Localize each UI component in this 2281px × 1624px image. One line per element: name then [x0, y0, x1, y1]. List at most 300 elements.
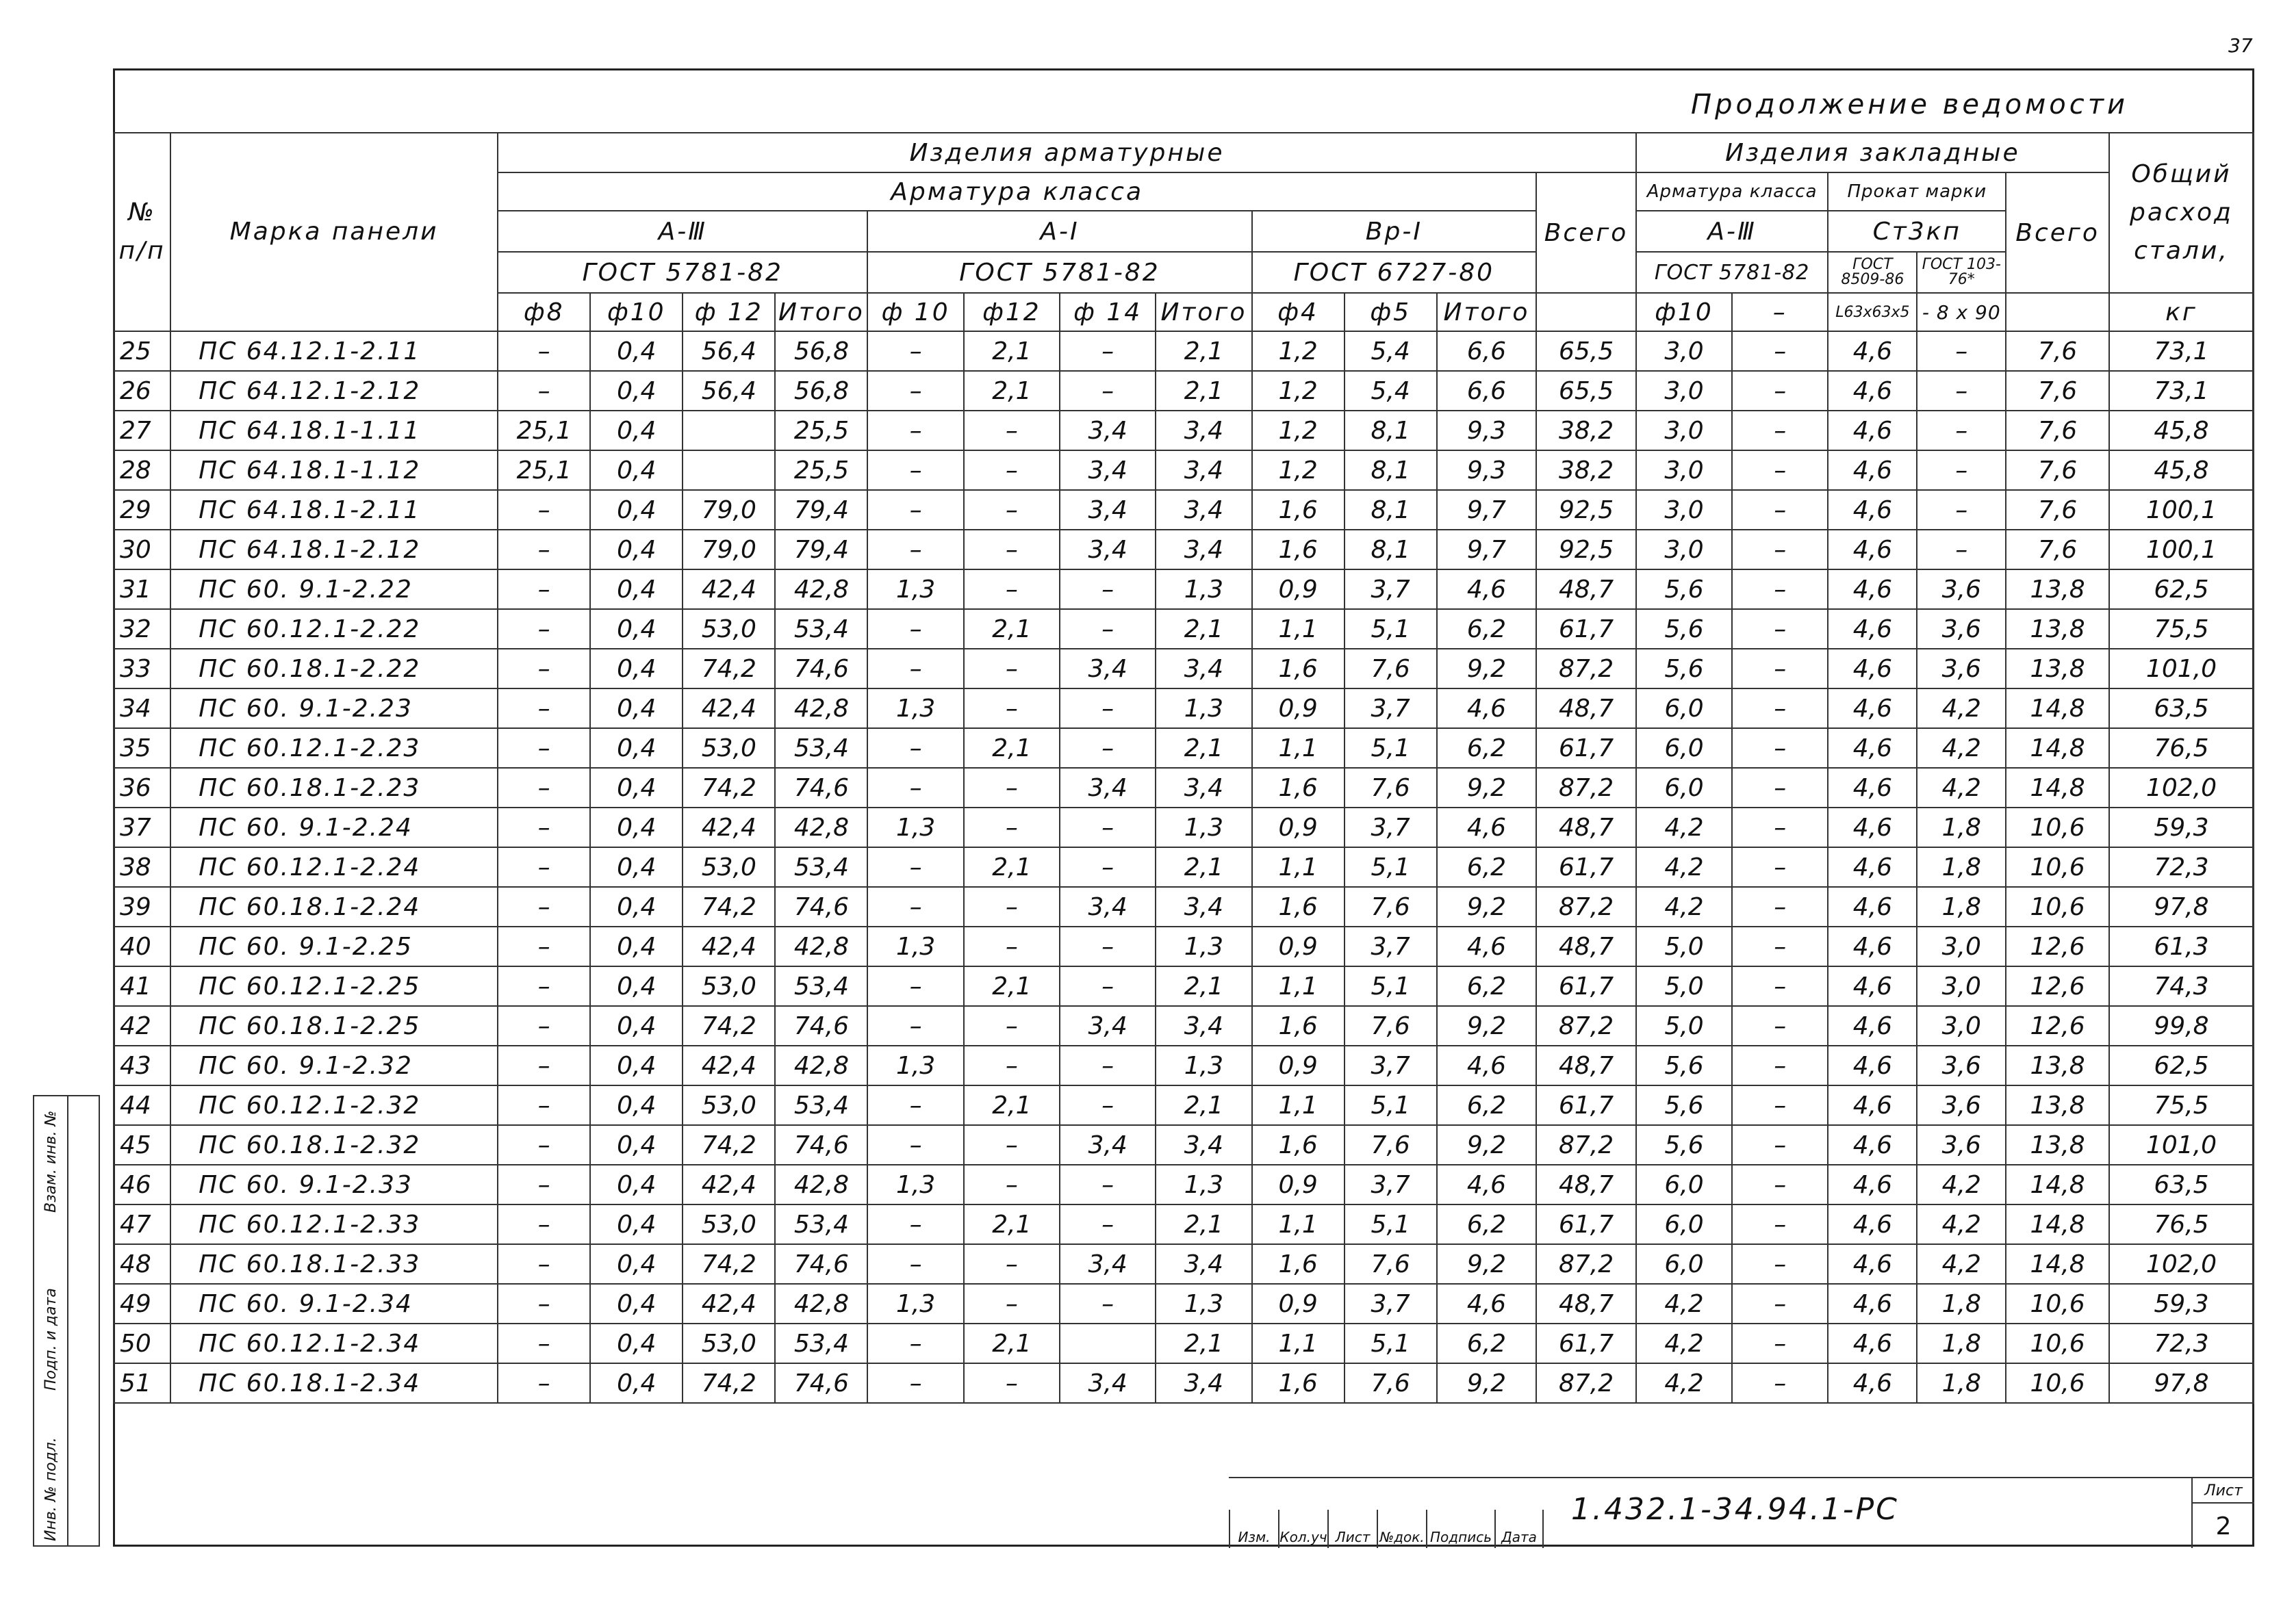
table-cell: 53,4 — [775, 1324, 867, 1363]
table-cell: 48,7 — [1536, 569, 1636, 609]
table-row — [114, 1363, 2254, 1403]
table-cell: 3,6 — [1917, 1085, 2006, 1125]
table-cell: 4,6 — [1828, 1046, 1917, 1085]
table-cell: 4,2 — [1636, 1284, 1732, 1324]
table-cell: 0,4 — [590, 1284, 683, 1324]
header-class-a1: А-Ⅰ — [867, 211, 1251, 252]
table-cell: 0,4 — [590, 1085, 683, 1125]
table-cell: 102,0 — [2109, 768, 2254, 808]
table-cell: 42,4 — [683, 927, 775, 966]
tb-sheet: Лист — [1327, 1510, 1377, 1548]
table-cell: – — [498, 1244, 590, 1284]
header-emb-gost: ГОСТ 5781-82 — [1636, 252, 1828, 293]
table-cell: – — [498, 1125, 590, 1165]
table-cell: 61,7 — [1536, 728, 1636, 768]
table-cell: 4,6 — [1437, 1165, 1536, 1204]
table-cell: 2,1 — [1156, 1324, 1251, 1363]
table-cell: 6,0 — [1636, 1165, 1732, 1204]
table-cell: 48,7 — [1536, 927, 1636, 966]
table-cell: 73,1 — [2109, 371, 2254, 411]
row-number: 33 — [114, 649, 170, 688]
table-cell: – — [1732, 569, 1828, 609]
table-cell: 4,6 — [1828, 1204, 1917, 1244]
table-cell: – — [1060, 688, 1156, 728]
row-number: 31 — [114, 569, 170, 609]
table-cell: 8,1 — [1345, 450, 1437, 490]
table-cell: 9,3 — [1437, 411, 1536, 450]
table-cell: 3,7 — [1345, 688, 1437, 728]
table-cell: 53,4 — [775, 1085, 867, 1125]
title-block — [1229, 1477, 2254, 1548]
table-cell: 6,2 — [1437, 1085, 1536, 1125]
table-cell: 62,5 — [2109, 1046, 2254, 1085]
table-cell: – — [964, 1046, 1060, 1085]
table-cell: 4,6 — [1437, 1046, 1536, 1085]
table-cell: – — [867, 1006, 963, 1046]
row-number: 27 — [114, 411, 170, 450]
table-cell: 74,2 — [683, 768, 775, 808]
table-cell: 0,4 — [590, 927, 683, 966]
table-cell: 1,3 — [867, 1165, 963, 1204]
header-emb-a3: А-Ⅲ — [1636, 211, 1828, 252]
table-cell: 0,4 — [590, 1046, 683, 1085]
table-cell: 4,2 — [1636, 808, 1732, 847]
table-cell: 4,6 — [1828, 331, 1917, 371]
table-cell: 53,4 — [775, 1204, 867, 1244]
table-cell: 10,6 — [2006, 847, 2109, 887]
table-cell: 8,1 — [1345, 530, 1437, 569]
table-cell: 7,6 — [2006, 490, 2109, 530]
table-cell: – — [1732, 609, 1828, 649]
table-cell: 1,6 — [1252, 1125, 1345, 1165]
table-cell: 5,4 — [1345, 331, 1437, 371]
table-cell: 79,4 — [775, 490, 867, 530]
table-cell: – — [498, 1085, 590, 1125]
table-cell: 101,0 — [2109, 649, 2254, 688]
table-cell: 10,6 — [2006, 887, 2109, 927]
table-cell: – — [867, 1085, 963, 1125]
table-cell: – — [1060, 966, 1156, 1006]
table-cell: – — [1732, 966, 1828, 1006]
table-cell: – — [1732, 450, 1828, 490]
header-blank — [1536, 293, 1636, 331]
header-rebar-class: Арматура класса — [498, 172, 1536, 211]
table-cell: 0,4 — [590, 966, 683, 1006]
table-cell: – — [498, 649, 590, 688]
table-cell: 10,6 — [2006, 808, 2109, 847]
table-cell: – — [964, 1125, 1060, 1165]
table-cell: 14,8 — [2006, 728, 2109, 768]
table-row — [114, 569, 2254, 609]
table-cell: 4,6 — [1828, 569, 1917, 609]
table-cell: 7,6 — [2006, 411, 2109, 450]
table-cell: 4,6 — [1437, 569, 1536, 609]
table-cell: 48,7 — [1536, 808, 1636, 847]
header-gost-103: ГОСТ 103-76* — [1917, 252, 2006, 293]
table-cell: 13,8 — [2006, 609, 2109, 649]
table-cell: 14,8 — [2006, 768, 2109, 808]
table-cell: 13,8 — [2006, 1085, 2109, 1125]
table-cell: 45,8 — [2109, 450, 2254, 490]
table-cell: 4,6 — [1828, 1006, 1917, 1046]
table-cell: 62,5 — [2109, 569, 2254, 609]
table-cell: 3,0 — [1917, 1006, 2006, 1046]
table-cell: 0,4 — [590, 688, 683, 728]
table-row — [114, 490, 2254, 530]
header-sub-a1-d10: ф 10 — [867, 293, 963, 331]
table-cell: 2,1 — [1156, 331, 1251, 371]
table-cell: – — [1917, 530, 2006, 569]
panel-mark: ПС 60. 9.1-2.24 — [170, 808, 498, 847]
table-cell: – — [1732, 1046, 1828, 1085]
table-cell: – — [1060, 1204, 1156, 1244]
table-cell: 10,6 — [2006, 1363, 2109, 1403]
tb-change: Изм. — [1229, 1510, 1278, 1548]
table-cell: 61,7 — [1536, 847, 1636, 887]
table-cell: – — [498, 887, 590, 927]
table-cell: 4,6 — [1828, 1085, 1917, 1125]
table-cell: 7,6 — [1345, 887, 1437, 927]
table-row — [114, 847, 2254, 887]
table-cell: – — [964, 530, 1060, 569]
header-sub-bp-d5: ф5 — [1345, 293, 1437, 331]
header-sub-a3-total: Итого — [775, 293, 867, 331]
table-cell: 42,8 — [775, 688, 867, 728]
table-cell: – — [964, 411, 1060, 450]
table-cell: 6,0 — [1636, 728, 1732, 768]
table-cell: – — [1732, 1165, 1828, 1204]
table-cell: – — [964, 887, 1060, 927]
table-cell: 7,6 — [1345, 649, 1437, 688]
table-cell: 74,6 — [775, 1244, 867, 1284]
table-cell: – — [1732, 1125, 1828, 1165]
table-cell: 0,4 — [590, 530, 683, 569]
panel-mark: ПС 60.12.1-2.34 — [170, 1324, 498, 1363]
table-cell: 3,4 — [1156, 1125, 1251, 1165]
table-cell: 74,6 — [775, 1006, 867, 1046]
table-cell: 59,3 — [2109, 808, 2254, 847]
header-sub-bp-d4: ф4 — [1252, 293, 1345, 331]
table-cell: 87,2 — [1536, 649, 1636, 688]
table-cell: 0,4 — [590, 609, 683, 649]
table-cell: – — [498, 728, 590, 768]
table-cell: 0,4 — [590, 371, 683, 411]
table-cell: 1,2 — [1252, 450, 1345, 490]
table-cell: 97,8 — [2109, 887, 2254, 927]
table-cell: 61,7 — [1536, 1085, 1636, 1125]
table-cell: 61,7 — [1536, 1324, 1636, 1363]
table-cell: 0,9 — [1252, 808, 1345, 847]
table-cell: 4,6 — [1828, 411, 1917, 450]
table-cell: 0,9 — [1252, 1046, 1345, 1085]
table-cell: 1,3 — [867, 688, 963, 728]
table-cell: 3,6 — [1917, 569, 2006, 609]
table-cell: 1,6 — [1252, 1244, 1345, 1284]
table-cell: 1,3 — [867, 927, 963, 966]
table-cell: 3,7 — [1345, 1165, 1437, 1204]
header-unit: кг — [2109, 293, 2254, 331]
panel-mark: ПС 60.12.1-2.24 — [170, 847, 498, 887]
row-number: 36 — [114, 768, 170, 808]
table-cell: 0,4 — [590, 1125, 683, 1165]
sheet-box — [2191, 1478, 2254, 1548]
panel-mark: ПС 60.18.1-2.25 — [170, 1006, 498, 1046]
table-cell: 63,5 — [2109, 1165, 2254, 1204]
table-cell: – — [498, 1284, 590, 1324]
table-cell: 14,8 — [2006, 1204, 2109, 1244]
steel-consumption-table — [113, 132, 2254, 1404]
table-cell: 0,4 — [590, 1006, 683, 1046]
table-cell: 42,4 — [683, 688, 775, 728]
table-cell: – — [1060, 609, 1156, 649]
table-cell: – — [964, 569, 1060, 609]
table-cell: 3,4 — [1060, 490, 1156, 530]
table-cell: 14,8 — [2006, 1165, 2109, 1204]
table-cell: – — [1732, 688, 1828, 728]
header-no: № п/п — [114, 133, 170, 331]
table-cell: 87,2 — [1536, 1363, 1636, 1403]
header-sub-a1-total: Итого — [1156, 293, 1251, 331]
table-cell: 4,2 — [1917, 728, 2006, 768]
row-number: 37 — [114, 808, 170, 847]
table-cell: 0,4 — [590, 847, 683, 887]
table-cell: – — [1732, 490, 1828, 530]
table-cell: 4,6 — [1437, 688, 1536, 728]
table-cell: – — [1917, 331, 2006, 371]
table-cell: 4,6 — [1437, 808, 1536, 847]
table-row — [114, 768, 2254, 808]
table-cell: 1,1 — [1252, 609, 1345, 649]
table-cell: 102,0 — [2109, 1244, 2254, 1284]
table-cell: 0,4 — [590, 1244, 683, 1284]
table-cell: 3,6 — [1917, 609, 2006, 649]
table-cell: – — [867, 1125, 963, 1165]
table-cell: – — [1060, 569, 1156, 609]
table-cell: 25,5 — [775, 411, 867, 450]
table-cell: – — [867, 609, 963, 649]
table-cell: 59,3 — [2109, 1284, 2254, 1324]
table-cell: 72,3 — [2109, 847, 2254, 887]
table-cell: 4,2 — [1636, 847, 1732, 887]
row-number: 46 — [114, 1165, 170, 1204]
table-cell: – — [1917, 411, 2006, 450]
table-cell: 74,3 — [2109, 966, 2254, 1006]
table-cell: 3,7 — [1345, 569, 1437, 609]
table-cell: 3,4 — [1156, 530, 1251, 569]
table-cell: – — [498, 927, 590, 966]
table-cell: 56,4 — [683, 331, 775, 371]
table-cell: 6,0 — [1636, 688, 1732, 728]
table-cell: 73,1 — [2109, 331, 2254, 371]
table-cell: – — [498, 331, 590, 371]
table-cell: 3,4 — [1156, 1244, 1251, 1284]
header-rebar-items: Изделия арматурные — [498, 133, 1636, 172]
table-cell: – — [867, 331, 963, 371]
table-cell: 5,1 — [1345, 1204, 1437, 1244]
table-cell: – — [1060, 1046, 1156, 1085]
table-cell: 53,0 — [683, 966, 775, 1006]
table-cell: – — [1732, 1244, 1828, 1284]
table-cell: 4,6 — [1828, 927, 1917, 966]
table-cell: 2,1 — [1156, 1085, 1251, 1125]
table-cell: – — [1732, 768, 1828, 808]
row-number: 40 — [114, 927, 170, 966]
table-cell: 3,4 — [1060, 1244, 1156, 1284]
table-cell: 4,2 — [1917, 1165, 2006, 1204]
table-cell: 53,0 — [683, 1324, 775, 1363]
table-cell: 5,0 — [1636, 1006, 1732, 1046]
table-cell: 3,4 — [1156, 1006, 1251, 1046]
table-cell: 92,5 — [1536, 490, 1636, 530]
table-cell: – — [867, 966, 963, 1006]
table-cell: – — [1732, 927, 1828, 966]
table-cell: 42,8 — [775, 1165, 867, 1204]
table-cell: 9,2 — [1437, 887, 1536, 927]
table-row — [114, 1006, 2254, 1046]
table-cell: 1,3 — [867, 569, 963, 609]
panel-mark: ПС 60.18.1-2.24 — [170, 887, 498, 927]
table-cell: 5,6 — [1636, 1125, 1732, 1165]
table-cell: 48,7 — [1536, 1284, 1636, 1324]
tb-count: Кол.уч — [1278, 1510, 1327, 1548]
header-gost-a3: ГОСТ 5781-82 — [498, 252, 867, 293]
row-number: 38 — [114, 847, 170, 887]
table-cell: 1,3 — [867, 1046, 963, 1085]
table-cell: 63,5 — [2109, 688, 2254, 728]
table-cell: 3,4 — [1060, 649, 1156, 688]
header-rolled-grade: Прокат марки — [1828, 172, 2006, 211]
table-cell: – — [1732, 728, 1828, 768]
table-cell: 6,0 — [1636, 768, 1732, 808]
table-cell: – — [1060, 1284, 1156, 1324]
table-cell: – — [1060, 331, 1156, 371]
table-cell: 4,6 — [1828, 649, 1917, 688]
table-cell: 1,1 — [1252, 728, 1345, 768]
table-cell: – — [498, 1006, 590, 1046]
table-cell: 1,3 — [1156, 1165, 1251, 1204]
table-row — [114, 450, 2254, 490]
table-cell: 1,8 — [1917, 887, 2006, 927]
table-cell: 42,4 — [683, 1284, 775, 1324]
table-cell: 25,1 — [498, 450, 590, 490]
table-cell: – — [867, 530, 963, 569]
table-cell: 3,4 — [1156, 490, 1251, 530]
table-cell: – — [867, 1244, 963, 1284]
table-cell: – — [498, 490, 590, 530]
table-cell: 3,4 — [1060, 1125, 1156, 1165]
table-cell: 53,0 — [683, 728, 775, 768]
table-cell: – — [867, 887, 963, 927]
table-cell: 3,0 — [1636, 530, 1732, 569]
table-cell: 53,4 — [775, 728, 867, 768]
table-cell — [683, 411, 775, 450]
table-cell: 56,8 — [775, 331, 867, 371]
table-cell: 42,8 — [775, 808, 867, 847]
table-cell: 76,5 — [2109, 728, 2254, 768]
table-cell: 4,6 — [1828, 490, 1917, 530]
table-cell: 5,6 — [1636, 569, 1732, 609]
table-cell: 0,4 — [590, 1165, 683, 1204]
header-blank — [2006, 293, 2109, 331]
table-row — [114, 530, 2254, 569]
table-cell: 42,8 — [775, 1046, 867, 1085]
table-cell: 3,4 — [1156, 887, 1251, 927]
table-cell: 4,6 — [1828, 371, 1917, 411]
table-cell: 4,6 — [1828, 1165, 1917, 1204]
table-cell: – — [1060, 927, 1156, 966]
table-cell: 3,0 — [1636, 411, 1732, 450]
table-row — [114, 1284, 2254, 1324]
table-cell: 4,6 — [1828, 808, 1917, 847]
table-cell: 0,9 — [1252, 927, 1345, 966]
table-cell: – — [498, 847, 590, 887]
table-cell: 3,4 — [1060, 450, 1156, 490]
table-row — [114, 649, 2254, 688]
panel-mark: ПС 60. 9.1-2.34 — [170, 1284, 498, 1324]
table-cell: 9,2 — [1437, 1006, 1536, 1046]
table-cell: 6,2 — [1437, 966, 1536, 1006]
panel-mark: ПС 60.12.1-2.22 — [170, 609, 498, 649]
table-cell: 5,0 — [1636, 966, 1732, 1006]
table-cell: 3,7 — [1345, 1046, 1437, 1085]
header-overall: Общий расход стали, — [2109, 133, 2254, 293]
table-row — [114, 808, 2254, 847]
table-cell: 61,7 — [1536, 609, 1636, 649]
row-number: 25 — [114, 331, 170, 371]
table-cell: – — [1060, 371, 1156, 411]
table-cell: 4,6 — [1828, 1125, 1917, 1165]
row-number: 32 — [114, 609, 170, 649]
table-cell: 4,6 — [1828, 1284, 1917, 1324]
table-cell: – — [1060, 1165, 1156, 1204]
table-row — [114, 1324, 2254, 1363]
table-cell: 2,1 — [964, 1324, 1060, 1363]
table-cell: 74,2 — [683, 887, 775, 927]
panel-mark: ПС 60.18.1-2.32 — [170, 1125, 498, 1165]
table-cell: 42,8 — [775, 1284, 867, 1324]
table-cell: 0,4 — [590, 450, 683, 490]
panel-mark: ПС 60.18.1-2.23 — [170, 768, 498, 808]
table-cell: 1,3 — [867, 1284, 963, 1324]
table-cell: 0,4 — [590, 331, 683, 371]
table-cell: 1,3 — [867, 808, 963, 847]
row-number: 26 — [114, 371, 170, 411]
table-cell: 87,2 — [1536, 1125, 1636, 1165]
table-cell: – — [1732, 887, 1828, 927]
table-cell: 1,2 — [1252, 411, 1345, 450]
table-cell: 5,6 — [1636, 1046, 1732, 1085]
table-cell: 4,6 — [1828, 1244, 1917, 1284]
table-cell: – — [1917, 490, 2006, 530]
table-cell: 7,6 — [2006, 530, 2109, 569]
table-cell: 1,1 — [1252, 847, 1345, 887]
row-number: 29 — [114, 490, 170, 530]
table-cell: 38,2 — [1536, 450, 1636, 490]
table-cell: – — [498, 1204, 590, 1244]
table-cell: 12,6 — [2006, 966, 2109, 1006]
table-cell: 0,4 — [590, 768, 683, 808]
tb-date: Дата — [1494, 1510, 1544, 1548]
table-cell: 4,6 — [1828, 1363, 1917, 1403]
table-row — [114, 411, 2254, 450]
table-cell: 76,5 — [2109, 1204, 2254, 1244]
table-cell: 25,5 — [775, 450, 867, 490]
table-row — [114, 1085, 2254, 1125]
header-sub-a3-d10: ф10 — [590, 293, 683, 331]
table-cell — [683, 450, 775, 490]
table-cell: 4,6 — [1828, 688, 1917, 728]
table-row — [114, 1204, 2254, 1244]
